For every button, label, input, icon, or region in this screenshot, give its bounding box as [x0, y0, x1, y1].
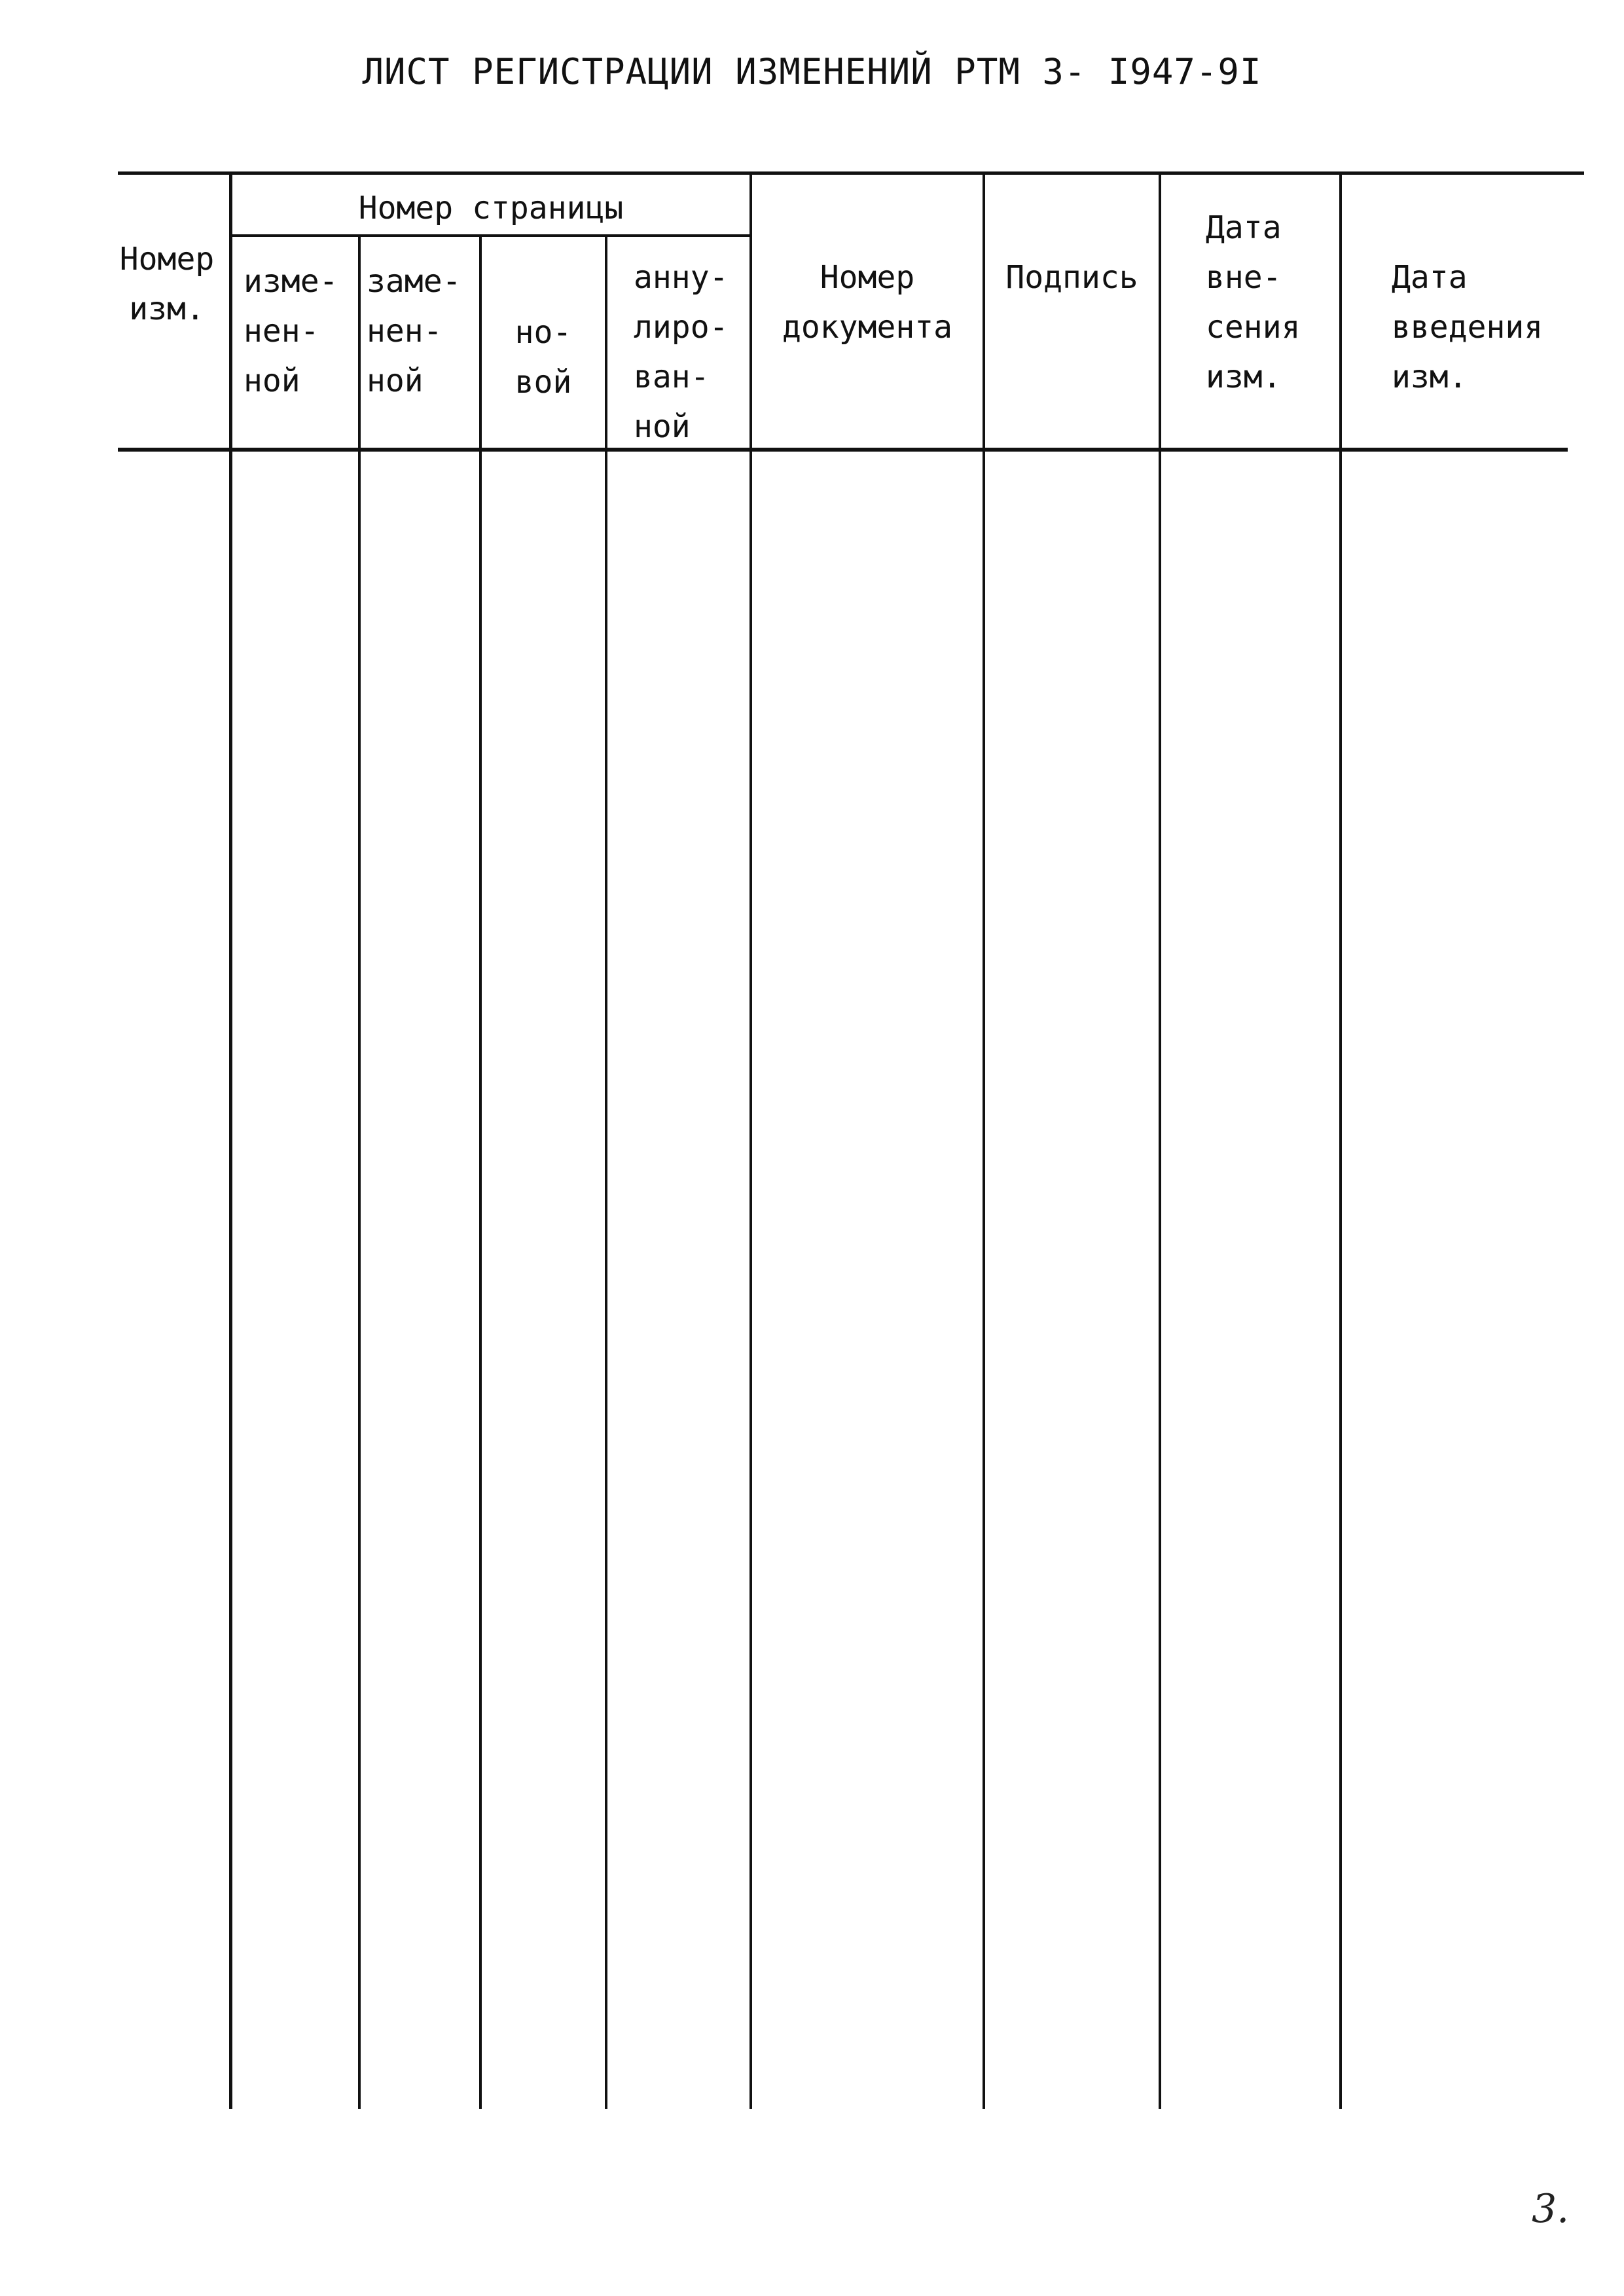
- header-new-page: но- вой: [514, 314, 572, 401]
- header-replaced-page: заме- нен- ной: [367, 263, 461, 399]
- table-top-rule: [118, 171, 1584, 175]
- header-change-number: Номер изм.: [119, 241, 215, 327]
- header-changed-page: изме- нен- ной: [244, 263, 338, 399]
- document-title: ЛИСТ РЕГИСТРАЦИИ ИЗМЕНЕНИЙ РТМ 3- I947-9I: [362, 51, 1262, 92]
- column-divider-3: [479, 234, 482, 2109]
- header-effective-date: Дата введения изм.: [1392, 259, 1543, 395]
- column-divider-2: [358, 234, 361, 2109]
- header-document-number: Номер документа: [782, 259, 953, 346]
- column-divider-7: [1159, 171, 1161, 2109]
- column-divider-4: [605, 234, 607, 2109]
- header-entry-date: Дата вне- сения изм.: [1206, 209, 1301, 395]
- header-bottom-rule: [118, 448, 1568, 452]
- page-number: 3.: [1532, 2186, 1570, 2232]
- column-divider-6: [983, 171, 985, 2109]
- header-page-number-group: Номер страницы: [358, 190, 624, 226]
- column-divider-5: [749, 171, 752, 2109]
- page-number-group-underline: [230, 234, 751, 237]
- header-signature: Подпись: [1005, 259, 1138, 296]
- header-annulled-page: анну- лиро- ван- ной: [634, 259, 729, 445]
- column-divider-1: [229, 171, 232, 2109]
- column-divider-8: [1339, 171, 1342, 2109]
